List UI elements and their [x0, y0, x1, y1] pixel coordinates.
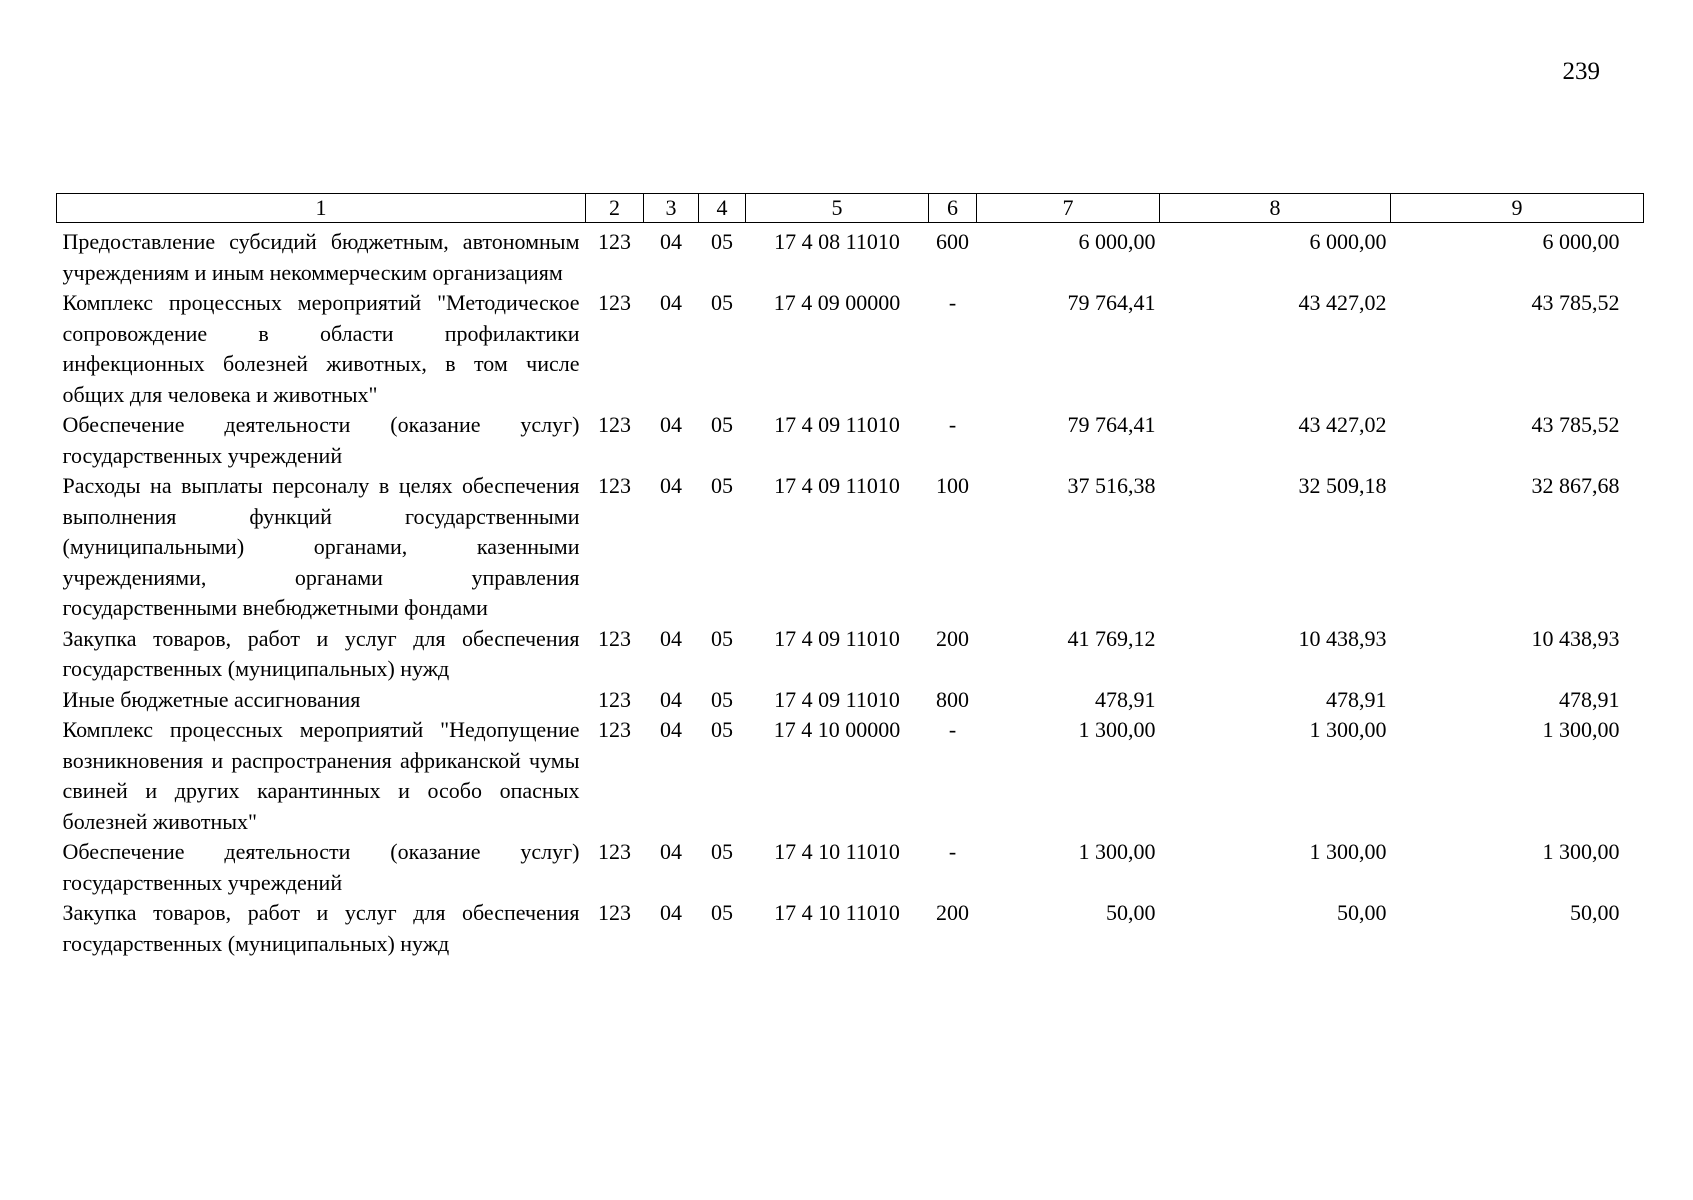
cell-amount-9: 43 785,52: [1531, 290, 1620, 315]
cell-section: 04: [660, 625, 682, 651]
cell-expense-type: 200: [936, 625, 969, 651]
table-row: [57, 685, 1644, 716]
cell-amount-9: 1 300,00: [1542, 839, 1620, 864]
table-row: [57, 410, 1644, 471]
column-header: 5: [746, 194, 929, 223]
column-header: 1: [57, 194, 586, 223]
cell-amount-9: 478,91: [1559, 686, 1620, 712]
cell-target-code: 17 4 09 00000: [773, 290, 901, 315]
row-name: Иные бюджетные ассигнования: [62, 686, 361, 712]
cell-section: 04: [660, 290, 682, 315]
cell-amount-9: 32 867,68: [1531, 473, 1620, 498]
table-row: [57, 223, 1644, 289]
cell-amount-7: 79 764,41: [1067, 290, 1156, 315]
cell-amount-7: 37 516,38: [1067, 473, 1156, 498]
row-name: Расходы на выплаты персоналу в целях обеспечения выполнения функций государственными (муниципальными) органами, казенными учреждениями, органами управления государственными внебюджетными фондами: [62, 473, 580, 620]
cell-subsection: 05: [711, 412, 733, 437]
cell-amount-9: 50,00: [1570, 900, 1620, 925]
cell-chapter: 123: [598, 900, 631, 925]
table-row: [57, 471, 1644, 624]
cell-section: 04: [660, 900, 682, 925]
column-header: 8: [1160, 194, 1391, 223]
row-name: Комплекс процессных мероприятий "Методическое сопровождение в области профилактики инфекционных болезней животных, в том числе общих для человека и животных": [62, 290, 580, 407]
column-header: 9: [1391, 194, 1644, 223]
cell-amount-9: 1 300,00: [1542, 717, 1620, 742]
cell-amount-8: 50,00: [1337, 900, 1387, 925]
cell-amount-7: 6 000,00: [1078, 229, 1156, 254]
cell-expense-type: -: [948, 412, 957, 437]
row-name: Предоставление субсидий бюджетным, автономным учреждениям и иным некоммерческим организациям: [62, 229, 580, 285]
cell-target-code: 17 4 10 00000: [773, 717, 901, 742]
budget-table: [56, 193, 1644, 959]
column-header: 4: [699, 194, 746, 223]
cell-target-code: 17 4 09 11010: [774, 412, 900, 437]
cell-target-code: 17 4 08 11010: [774, 229, 900, 254]
cell-subsection: 05: [711, 900, 733, 925]
cell-expense-type: 100: [936, 473, 969, 498]
cell-amount-8: 6 000,00: [1309, 229, 1387, 254]
cell-subsection: 05: [711, 625, 733, 651]
cell-target-code: 17 4 10 11010: [774, 839, 900, 864]
cell-amount-8: 32 509,18: [1298, 473, 1387, 498]
cell-chapter: 123: [598, 717, 631, 742]
table-row: [57, 837, 1644, 898]
row-name: Комплекс процессных мероприятий "Недопущение возникновения и распространения африканской чумы свиней и других карантинных и особо опасных болезней животных": [62, 717, 580, 834]
cell-chapter: 123: [598, 686, 631, 712]
column-header: 6: [929, 194, 977, 223]
cell-subsection: 05: [711, 473, 733, 498]
cell-expense-type: 800: [936, 686, 969, 712]
cell-expense-type: -: [948, 290, 957, 315]
row-name: Закупка товаров, работ и услуг для обеспечения государственных (муниципальных) нужд: [62, 625, 580, 681]
cell-subsection: 05: [711, 229, 733, 254]
page-number: 239: [1562, 58, 1600, 85]
cell-amount-8: 43 427,02: [1298, 290, 1387, 315]
cell-chapter: 123: [598, 229, 631, 254]
cell-subsection: 05: [711, 717, 733, 742]
cell-amount-8: 478,91: [1326, 686, 1387, 712]
cell-target-code: 17 4 09 11010: [774, 625, 900, 651]
cell-chapter: 123: [598, 625, 631, 651]
cell-chapter: 123: [598, 290, 631, 315]
cell-section: 04: [660, 473, 682, 498]
cell-amount-8: 43 427,02: [1298, 412, 1387, 437]
cell-amount-8: 10 438,93: [1298, 625, 1387, 651]
cell-chapter: 123: [598, 473, 631, 498]
cell-amount-9: 10 438,93: [1531, 625, 1620, 651]
cell-amount-7: 41 769,12: [1067, 625, 1156, 651]
column-header: 2: [586, 194, 644, 223]
cell-subsection: 05: [711, 839, 733, 864]
cell-expense-type: -: [948, 717, 957, 742]
row-name: Обеспечение деятельности (оказание услуг) государственных учреждений: [62, 412, 580, 468]
cell-amount-8: 1 300,00: [1309, 717, 1387, 742]
cell-amount-7: 79 764,41: [1067, 412, 1156, 437]
cell-expense-type: -: [948, 839, 957, 864]
cell-target-code: 17 4 10 11010: [774, 900, 900, 925]
cell-amount-7: 1 300,00: [1078, 839, 1156, 864]
cell-amount-9: 6 000,00: [1542, 229, 1620, 254]
cell-amount-8: 1 300,00: [1309, 839, 1387, 864]
cell-section: 04: [660, 412, 682, 437]
cell-subsection: 05: [711, 686, 733, 712]
row-name: Закупка товаров, работ и услуг для обеспечения государственных (муниципальных) нужд: [62, 900, 580, 956]
table-row: [57, 715, 1644, 837]
column-header: 3: [644, 194, 699, 223]
cell-section: 04: [660, 229, 682, 254]
table-row: [57, 898, 1644, 959]
cell-expense-type: 600: [936, 229, 969, 254]
cell-expense-type: 200: [936, 900, 969, 925]
column-header: 7: [977, 194, 1160, 223]
row-name: Обеспечение деятельности (оказание услуг) государственных учреждений: [62, 839, 580, 895]
cell-section: 04: [660, 839, 682, 864]
cell-chapter: 123: [598, 412, 631, 437]
cell-amount-7: 478,91: [1095, 686, 1156, 712]
cell-target-code: 17 4 09 11010: [774, 473, 900, 498]
cell-section: 04: [660, 717, 682, 742]
cell-amount-7: 50,00: [1106, 900, 1156, 925]
table-row: [57, 288, 1644, 410]
cell-subsection: 05: [711, 290, 733, 315]
table-row: [57, 624, 1644, 685]
cell-target-code: 17 4 09 11010: [774, 686, 900, 712]
header-row: [57, 194, 1644, 223]
cell-amount-7: 1 300,00: [1078, 717, 1156, 742]
cell-section: 04: [660, 686, 682, 712]
cell-amount-9: 43 785,52: [1531, 412, 1620, 437]
cell-chapter: 123: [598, 839, 631, 864]
